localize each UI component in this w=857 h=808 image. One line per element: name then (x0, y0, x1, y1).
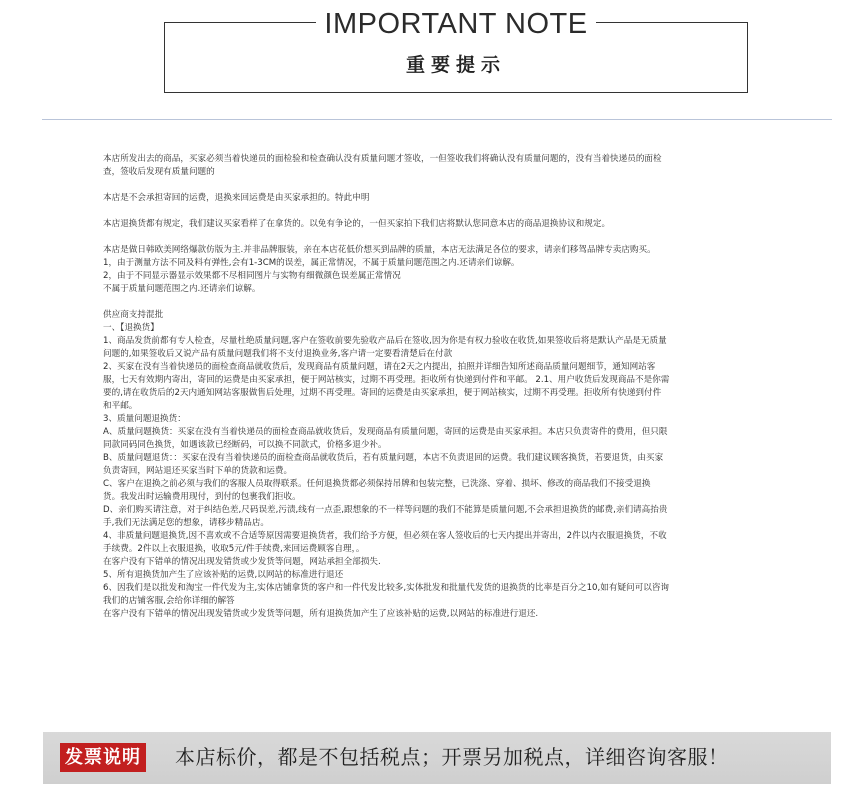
paragraph-4 (103, 244, 793, 296)
paragraph-2 (103, 192, 793, 205)
divider-line (42, 119, 832, 120)
page-title-cn: 重要提示 (405, 54, 506, 76)
text-line: 要的,请在收货后的2天内通知网站客服做售后处理，过期不再受理。寄回的运费是由买家承担，便于网站核实，过期不再受理。拒收所有快递到付件 (103, 388, 662, 398)
text-line: A、质量问题换货：买家在没有当着快递员的面检查商品就收货后，发现商品有质量问题，寄回的运费是由买家承担。本店只负责寄件的费用，但只限 (103, 427, 668, 437)
text-line: 在客户没有下错单的情况出现发错货或少发货等问题，网站承担全部损失. (103, 557, 381, 567)
paragraph-3 (103, 218, 793, 231)
text-line: 查，签收后发现有质量问题的 (103, 167, 215, 177)
text-line: 手,我们无法满足您的想象，请移步精品店。 (103, 518, 270, 528)
text-line: C、客户在退换之前必须与我们的客服人员取得联系。任何退换货都必须保持吊牌和包装完整，已洗涤、穿着、损坏、修改的商品我们不接受退换 (103, 479, 651, 489)
text-line: 在客户没有下错单的情况出现发错货或少发货等问题，所有退换货加产生了应该补贴的运费,以网站的标准进行退还. (103, 609, 539, 619)
text-line: 4、非质量问题退换货,因不喜欢或不合适等原因需要退换货者，我们给予方便，但必须在客人签收后的七天内提出并寄出，2件以内衣服退换货，不收 (103, 531, 667, 541)
invoice-banner (43, 732, 831, 784)
notice-body (103, 153, 793, 621)
text-line: 2，由于不同显示器显示效果都不尽相同图片与实物有细微颜色误差属正常情况 (103, 271, 401, 281)
paragraph-1 (103, 153, 793, 179)
text-line: 1、商品发货前都有专人检查，尽量杜绝质量问题,客户在签收前要先验收产品后在签收,因为你是有权力验收在收货,如果签收后将是默认产品是无质量 (103, 336, 667, 346)
text-line: 本店是不会承担寄回的运费，退换来回运费是由买家承担的。特此申明 (103, 193, 370, 203)
text-line: 和平邮。 (103, 401, 138, 411)
text-line: 一、【退换货】 (103, 323, 159, 333)
text-line: 负责寄回，网站退还买家当时下单的货款和运费。 (103, 466, 293, 476)
text-line: 本店所发出去的商品，买家必须当着快递员的面检验和检查确认没有质量问题才签收，一但签收我们将确认没有质量问题的，没有当着快递员的面检 (103, 154, 662, 164)
text-line: 2、买家在没有当着快递员的面检查商品就收货后，发现商品有质量问题，请在2天之内提出，拍照并详细告知所述商品质量问题细节，通知网站客 (103, 362, 656, 372)
text-line: B、质量问题退货：：买家在没有当着快递员的面检查商品就收货后，若有质量问题，本店不负责退回的运费。我们建议顾客换货，若要退货，由买家 (103, 453, 664, 463)
text-line: 供应商支持混批 (103, 310, 164, 320)
text-line: 5、所有退换货加产生了应该补贴的运费,以网站的标准进行退还 (103, 570, 344, 580)
text-line: 货。我发出时运输费用现付，到付的包裹我们拒收。 (103, 492, 301, 502)
invoice-badge: 发票说明 (60, 743, 146, 772)
text-line: 我们的店铺客服,会给你详细的解答 (103, 596, 235, 606)
text-line: D、亲们购买请注意，对于纠结色差,尺码误差,污渍,线有一点歪,跟想象的不一样等问题的我们不能算是质量问题,不会承担退换货的邮费,亲们请高抬贵 (103, 505, 668, 515)
text-line: 同款同码同色换货，如遇该款已经断码，可以换不同款式，价格多退少补。 (103, 440, 387, 450)
paragraph-5 (103, 309, 793, 621)
text-line: 6、因我们是以批发和淘宝一件代发为主,实体店铺拿货的客户和一件代发比较多,实体批发和批量代发货的退换货的比率是百分之10,如有疑问可以咨询 (103, 583, 670, 593)
page-title-en: IMPORTANT NOTE (324, 8, 588, 40)
text-line: 本店是做日韩欧美网络爆款仿版为主.并非品牌服装，亲在本店花低价想买到品牌的质量，本店无法满足各位的要求，请亲们移驾品牌专卖店购买。 (103, 245, 656, 255)
text-line: 不属于质量问题范围之内.还请亲们谅解。 (103, 284, 261, 294)
invoice-note: 本店标价，都是不包括税点；开票另加税点，详细咨询客服！ (175, 745, 729, 769)
text-line: 3、质量问题退换货： (103, 414, 186, 424)
text-line: 手续费。2件以上衣服退换，收取5元/件手续费,来回运费顾客自理，。 (103, 544, 365, 554)
text-line: 1，由于测量方法不同及料有弹性,会有1-3CM的误差，属正常情况，不属于质量问题范围之内.还请亲们谅解。 (103, 258, 520, 268)
text-line: 服，七天有效期内寄出，寄回的运费是由买家承担，便于网站核实，过期不再受理。拒收所有快递到付件和平邮。 2.1、用户收货后发现商品不是你需 (103, 375, 670, 385)
text-line: 本店退换货都有规定，我们建议买家看样了在拿货的。以免有争论的，一但买家拍下我们店将默认您同意本店的商品退换协议和规定。 (103, 219, 611, 229)
text-line: 问题的,如果签收后又说产品有质量问题我们将不支付退换业务,客户请一定要看清楚后在付款 (103, 349, 453, 359)
